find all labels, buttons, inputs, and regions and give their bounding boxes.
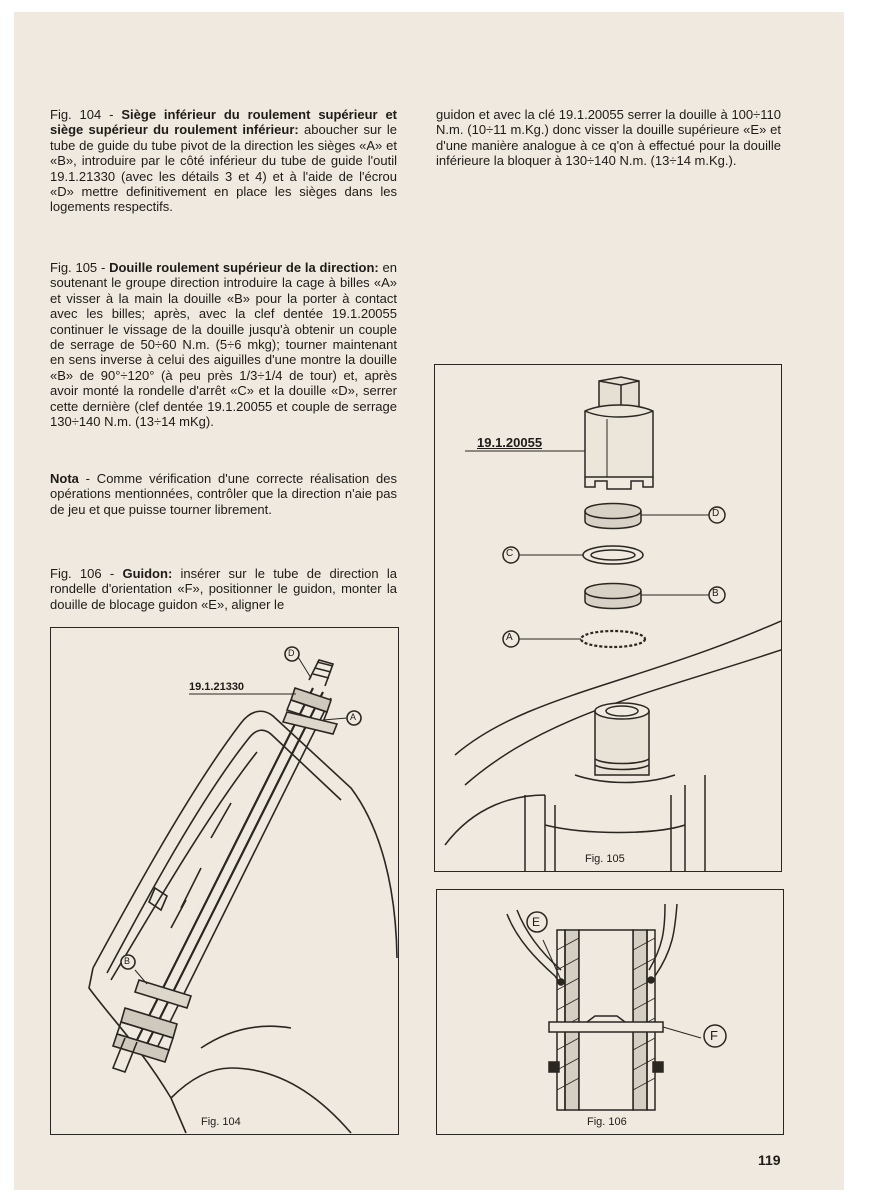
- figure-106-drawing: [437, 890, 783, 1134]
- figure-104-callout-a: A: [350, 712, 357, 722]
- figure-105-caption: Fig. 105: [585, 853, 625, 865]
- figure-106-callout-e: E: [532, 915, 541, 929]
- figure-106-callout-f: F: [710, 1028, 718, 1043]
- figure-104-callout-d: D: [288, 648, 295, 658]
- fig104-label: Fig. 104 -: [50, 107, 122, 122]
- nota-body: - Comme vérification d'une correcte réalisation des opérations mentionnées, contrôler que la direction n'aie pas de jeu et que puisse tourner librement.: [50, 471, 397, 517]
- nota-paragraph: [50, 471, 397, 517]
- fig105-title: Douille roulement supérieur de la direction:: [109, 260, 379, 275]
- fig105-paragraph: [50, 260, 397, 429]
- figure-105-callout-a: A: [506, 632, 513, 643]
- fig105-label: Fig. 105 -: [50, 260, 110, 275]
- fig104-body: aboucher sur le tube de guide du tube pivot de la direction les sièges «A» et «B», introduire par le côté inférieur du tube de guide l'outil 19.1.21330 (avec les détails 3 et 4) et à l'aide de l'écrou «D» mettre definitivement en place les sièges dans les logements respectifs.: [50, 122, 397, 215]
- figure-104-callout-b: B: [124, 956, 131, 966]
- fig106-continuation-paragraph: [436, 107, 781, 169]
- fig105-body: en soutenant le groupe direction introduire la cage à billes «A» et visser à la main la douille «B» pour la porter à contact avec les billes; après, avec la clef dentée 19.1.20055 continuer le vissage de la douille jusqu'à obtenir un couple de serrage de 50÷60 N.m. (5÷6 mkg); tourner maintenant en sens inverse à celui des aiguilles d'une montre la douille «B» de 90°÷120° (à peu près 1/3÷1/4 de tour) et, après avoir monté la rondelle d'arrêt «C» et la douille «D», serrer cette dernière (clef dentée 19.1.20055 et couple de serrage 130÷140 N.m. (13÷14 mKg).: [50, 260, 398, 430]
- fig106-paragraph: [50, 566, 397, 612]
- figure-105: [434, 364, 782, 872]
- fig106-continuation-body: guidon et avec la clé 19.1.20055 serrer la douille à 100÷110 N.m. (10÷11 m.Kg.) donc visser la douille supérieure «E» et d'une manière analogue à ce q'on à effectué pour la douille inférieure la bloquer à 130÷140 N.m. (13÷14 m.Kg.).: [436, 107, 781, 169]
- page-number: 119: [758, 1152, 781, 1168]
- figure-104-drawing: [51, 628, 398, 1134]
- nota-label: Nota: [50, 471, 79, 486]
- figure-104: [50, 627, 399, 1135]
- figure-106: [436, 889, 784, 1135]
- figure-105-callout-c: C: [506, 548, 514, 559]
- figure-104-tool-code: 19.1.21330: [189, 681, 245, 693]
- figure-105-callout-d: D: [712, 508, 720, 519]
- figure-105-tool-code: 19.1.20055: [477, 435, 543, 450]
- fig106-body: insérer sur le tube de direction la rondelle d'orientation «F», positionner le guidon, monter la douille de blocage guidon «E», aligner le: [50, 566, 397, 612]
- figure-105-callout-b: B: [712, 588, 719, 599]
- fig106-title: Guidon:: [122, 566, 173, 581]
- figure-106-caption: Fig. 106: [587, 1116, 627, 1128]
- figure-104-caption: Fig. 104: [201, 1116, 241, 1128]
- fig106-label: Fig. 106 -: [50, 566, 123, 581]
- fig104-paragraph: [50, 107, 397, 215]
- fig104-title: Siège inférieur du roulement supérieur et siège supérieur du roulement inférieur:: [50, 107, 398, 138]
